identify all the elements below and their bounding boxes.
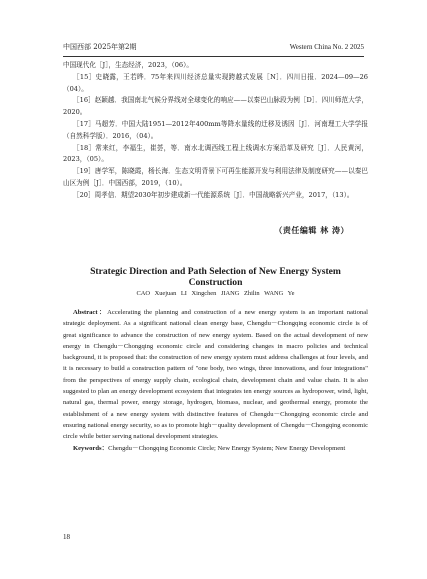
page-number: 18 — [63, 533, 70, 541]
abstract-label: Abstract： — [73, 309, 108, 316]
abstract-text: Accelerating the planning and construction of a new energy system is an important national strategic deployment. As a significant national clean energy base, Chengdu－Chongqing economic circle is of great significance to advance the construction of new energy system. Based on the actual development of new energy in Chengdu－Chongqing economic circle and considering changes in macro policies and technical background, it is proposed that: the construction of new energy system must address challenges at four levels, and it is necessary to build a construction pattern of "one body, two wings, three innovations, and four integrations" from the perspectives of energy supply chain, ecological chain, development chain and value chain. It is also suggested to plan an energy development ecosystem that integrates ten energy sources as hydropower, wind, light, natural gas, thermal power, energy storage, hydrogen, biomass, nuclear, and geothermal energy, promote the establishment of a new energy system with distinctive features of Chengdu－Chongqing economic circle and ensuring national energy security, so as to promote high－quality development of Chengdu－Chongqing economic circle while better serving national development strategies. — [63, 309, 368, 441]
abstract-paragraph — [63, 307, 368, 443]
english-abstract — [63, 307, 368, 454]
reference-item: ［17］马超芳．中国大陆1951—2012年400mm等降水量线的迁移及诱因［J］．河南理工大学学报（自然科学版）．2016，（04）。 — [63, 119, 368, 140]
keywords-label: Keywords： — [73, 444, 109, 452]
running-header-left: 中国西部 2025年第2期 — [63, 43, 137, 51]
running-header-right: Western China No. 2 2025 — [289, 43, 364, 51]
reference-item: ［18］常来红，李福生，崔荟，等．南水北调西线工程上线调水方案沿革及研究［J］．人民黄河，2023，（05）。 — [63, 143, 368, 164]
reference-item: 中国现代化［J］，生态经济，2023，（06）。 — [63, 61, 194, 69]
header-rule — [63, 56, 364, 57]
editor-note: （责任编辑 林 涛） — [274, 226, 349, 235]
reference-item: ［20］周孝信．期望2030年初步建成新一代能源系统［J］．中国战略新兴产业，2017，（13）。 — [73, 190, 354, 199]
keywords-text: Chengdu－Chongqing Economic Circle; New Energy System; New Energy Development — [108, 444, 346, 452]
english-authors: CAO Xuejuan LI Xingchen JIANG Zhilin WANG Ye — [136, 290, 295, 297]
reference-list — [63, 60, 368, 202]
reference-item: ［15］史晓露，王若晔．75年来四川经济总量实现跨越式发展［N］．四川日报．2024—09—26（04）。 — [63, 72, 368, 93]
reference-item: ［19］唐学军，陈晓霞，杨长海．生态文明背景下可再生能源开发与利用法律及制度研究——以秦巴山区为例［J］．中国西部，2019，（10）。 — [63, 167, 368, 187]
running-header — [63, 41, 364, 53]
reference-item: ［16］赵颖越．我国南北气候分界线对全球变化的响应——以秦巴山脉段为例［D］．四川师范大学，2020。 — [63, 96, 368, 117]
english-title: Strategic Direction and Path Selection of New Energy System Construction — [90, 266, 341, 288]
keywords-paragraph — [63, 443, 368, 454]
